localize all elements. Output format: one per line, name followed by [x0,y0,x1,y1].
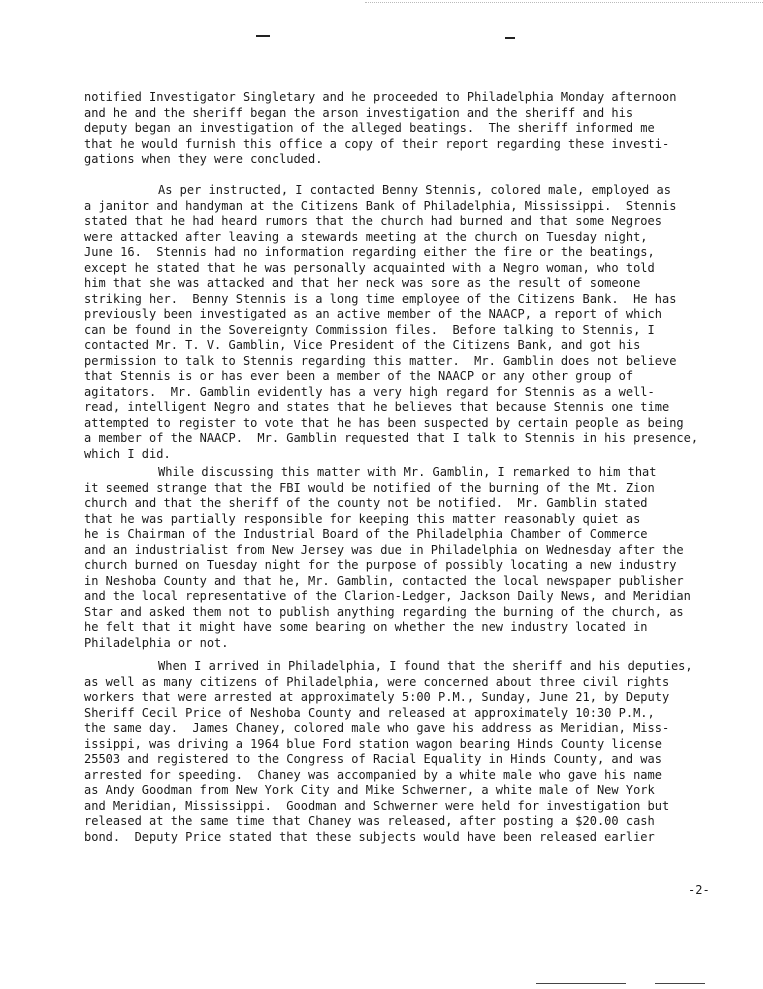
text-line: the same day. James Chaney, colored male who gave his address as Meridian, Miss- [84,721,670,735]
text-line: that Stennis is or has ever been a member of the NAACP or any other group of [84,369,634,383]
paragraph-3 [84,465,724,651]
text-line: issippi, was driving a 1964 blue Ford station wagon bearing Hinds County license [84,736,662,751]
text-line: in Neshoba County and that he, Mr. Gamblin, contacted the local newspaper publisher [84,573,684,588]
text-line: were attacked after leaving a stewards meeting at the church on Tuesday night, [84,229,648,244]
text-line: previously been investigated as an active member of the NAACP, a report of which [84,307,662,321]
top-mark-right [505,37,515,39]
paragraph-1 [84,90,724,168]
text-line: Philadelphia or not. [84,635,229,650]
text-line: it seemed strange that the FBI would be notified of the burning of the Mt. Zion [84,480,655,495]
text-line: he is Chairman of the Industrial Board of the Philadelphia Chamber of Commerce [84,527,648,541]
text-line: stated that he had heard rumors that the church had burned and that some Negroes [84,214,662,228]
paragraph-4 [84,659,724,845]
paragraph-2 [84,183,724,462]
text-line: him that she was attacked and that her neck was sore as the result of someone [84,276,641,290]
text-line: bond. Deputy Price stated that these subjects would have been released earlier [84,829,655,844]
text-line: agitators. Mr. Gamblin evidently has a very high regard for Stennis as a well- [84,384,655,399]
text-line: church burned on Tuesday night for the purpose of possibly locating a new industry [84,558,677,572]
text-line: Star and asked them not to publish anything regarding the burning of the church, as [84,604,684,619]
text-line: that he would furnish this office a copy of their report regarding these investi- [84,136,670,151]
text-line: workers that were arrested at approximately 5:00 P.M., Sunday, June 21, by Deputy [84,690,670,704]
text-line: notified Investigator Singletary and he proceeded to Philadelphia Monday afternoon [84,90,677,104]
text-line: striking her. Benny Stennis is a long time employee of the Citizens Bank. He has [84,291,677,306]
text-line: and he and the sheriff began the arson investigation and the sheriff and his [84,105,634,120]
bottom-edge-line-right [655,983,705,984]
text-line: a member of the NAACP. Mr. Gamblin requested that I talk to Stennis in his presence, [84,431,699,445]
text-line: and Meridian, Mississippi. Goodman and Schwerner were held for investigation but [84,798,670,813]
text-line: gations when they were concluded. [84,152,323,166]
text-line: contacted Mr. T. V. Gamblin, Vice President of the Citizens Bank, and got his [84,338,641,352]
text-line: can be found in the Sovereignty Commission files. Before talking to Stennis, I [84,322,655,337]
text-line: read, intelligent Negro and states that he believes that because Stennis one time [84,400,670,414]
bottom-edge-line-left [536,983,626,984]
top-dotted-edge [365,2,763,3]
text-line: he felt that it might have some bearing on whether the new industry located in [84,620,648,634]
text-line: arrested for speeding. Chaney was accompanied by a white male who gave his name [84,767,662,782]
text-line: attempted to register to vote that he has been suspected by certain people as being [84,415,684,430]
text-line: and an industrialist from New Jersey was due in Philadelphia on Wednesday after the [84,542,684,557]
text-line: except he stated that he was personally acquainted with a Negro woman, who told [84,260,655,275]
text-line: that he was partially responsible for keeping this matter reasonably quiet as [84,511,641,526]
text-line: church and that the sheriff of the county not be notified. Mr. Gamblin stated [84,496,648,510]
top-mark-left [256,35,270,37]
text-line: 25503 and registered to the Congress of Racial Equality in Hinds County, and was [84,752,662,766]
text-line: and the local representative of the Clarion-Ledger, Jackson Daily News, and Meridian [84,589,691,603]
text-line: as Andy Goodman from New York City and Mike Schwerner, a white male of New York [84,783,655,797]
text-line: While discussing this matter with Mr. Gamblin, I remarked to him that [158,465,657,479]
text-line: When I arrived in Philadelphia, I found that the sheriff and his deputies, [158,659,693,673]
text-line: As per instructed, I contacted Benny Stennis, colored male, employed as [158,183,671,197]
text-line: June 16. Stennis had no information regarding either the fire or the beatings, [84,245,655,259]
text-line: Sheriff Cecil Price of Neshoba County and released at approximately 10:30 P.M., [84,705,655,720]
text-line: as well as many citizens of Philadelphia, were concerned about three civil rights [84,674,670,689]
text-line: which I did. [84,446,171,461]
text-line: permission to talk to Stennis regarding this matter. Mr. Gamblin does not believe [84,353,677,368]
text-line: deputy began an investigation of the alleged beatings. The sheriff informed me [84,121,655,135]
page-number: -2- [688,883,710,897]
text-line: released at the same time that Chaney was released, after posting a $20.00 cash [84,814,655,828]
text-line: a janitor and handyman at the Citizens Bank of Philadelphia, Mississippi. Stennis [84,198,677,213]
